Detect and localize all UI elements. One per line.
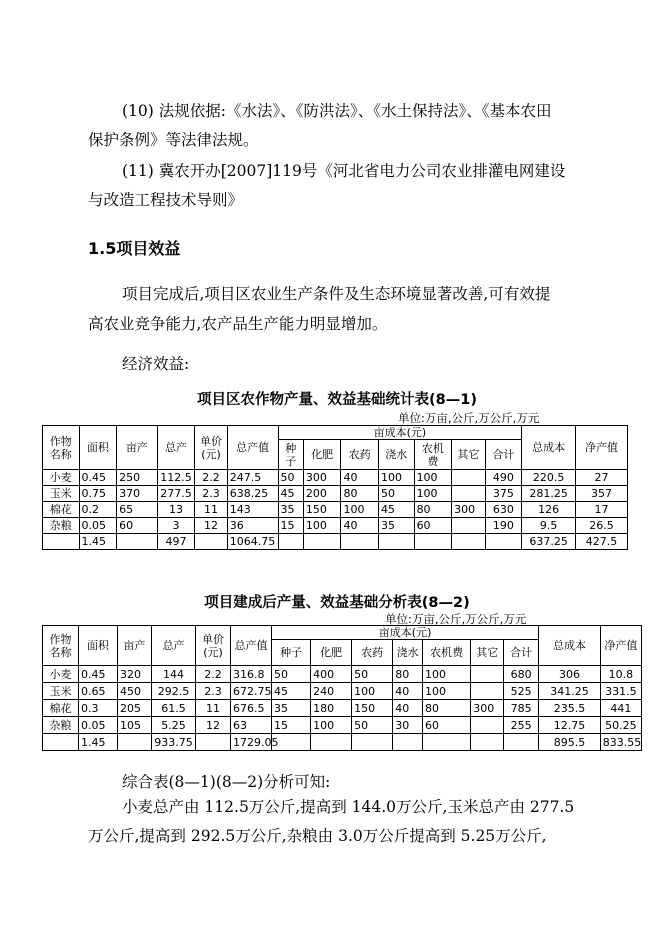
table-cell: 棉花 <box>43 502 80 518</box>
header-crop-name: 作物名称 <box>43 426 80 470</box>
header-total-output: 总产 <box>157 426 195 470</box>
table-cell: 2.3 <box>195 486 227 502</box>
table-cell: 小麦 <box>43 666 79 683</box>
table-cell: 50 <box>352 717 393 734</box>
table-cell <box>311 734 352 751</box>
table-cell: 144 <box>151 666 195 683</box>
table-cell: 11 <box>196 700 231 717</box>
table-cell: 680 <box>504 666 539 683</box>
table-cell: 11 <box>195 502 227 518</box>
table-cell <box>471 717 504 734</box>
header-total-value: 总产值 <box>230 626 271 666</box>
table-cell: 100 <box>303 518 341 534</box>
header-total-cost: 总成本 <box>522 426 576 470</box>
table1-unit: 单位:万亩,公斤,万公斤,万元 <box>398 411 540 425</box>
table-cell: 12.75 <box>539 717 601 734</box>
table-cell: 441 <box>600 700 641 717</box>
table-cell: 180 <box>311 700 352 717</box>
table-cell: 15 <box>272 717 311 734</box>
header-total-cost: 总成本 <box>539 626 601 666</box>
table-cell: 50 <box>352 666 393 683</box>
header-unit-price: 单价(元) <box>195 426 227 470</box>
table-cell: 100 <box>379 470 415 486</box>
table-cell <box>117 734 151 751</box>
table-cell: 26.5 <box>576 518 628 534</box>
header-yield-per-mu: 亩产 <box>117 426 158 470</box>
header-seed: 种子 <box>272 640 311 666</box>
table-cell: 5.25 <box>151 717 195 734</box>
table-cell: 220.5 <box>522 470 576 486</box>
table-cell: 45 <box>278 486 303 502</box>
table-cell: 0.05 <box>78 717 117 734</box>
table-cell: 63 <box>230 717 271 734</box>
table-row <box>43 470 628 486</box>
header-area: 面积 <box>78 626 117 666</box>
table-cell: 45 <box>272 683 311 700</box>
table-cell: 80 <box>341 486 379 502</box>
para-11-line2: 与改造工程技术导则》 <box>88 191 244 209</box>
table-cell: 400 <box>311 666 352 683</box>
header-irrigation: 浇水 <box>393 640 423 666</box>
table-cell: 100 <box>414 470 452 486</box>
table-cell <box>195 534 227 550</box>
header-subtotal: 合计 <box>504 640 539 666</box>
table-cell: 0.75 <box>79 486 117 502</box>
header-other: 其它 <box>471 640 504 666</box>
table-cell: 1.45 <box>79 534 117 550</box>
table-cell: 3 <box>157 518 195 534</box>
table-cell: 玉米 <box>43 683 79 700</box>
table-cell <box>452 518 486 534</box>
table-cell: 316.8 <box>230 666 271 683</box>
table-cell: 105 <box>117 717 151 734</box>
table-cell <box>303 534 341 550</box>
table-cell: 205 <box>117 700 151 717</box>
table-cell: 27 <box>576 470 628 486</box>
table-row <box>43 486 628 502</box>
table-cell: 1729.05 <box>230 734 271 751</box>
table-cell: 255 <box>504 717 539 734</box>
table-cell: 1.45 <box>78 734 117 751</box>
table-cell: 190 <box>485 518 522 534</box>
table-cell: 50 <box>278 470 303 486</box>
table-cell: 12 <box>195 518 227 534</box>
table1 <box>42 425 628 550</box>
header-machinery: 农机费 <box>423 640 471 666</box>
table-cell: 100 <box>311 717 352 734</box>
table2-title: 项目建成后产量、效益基础分析表(8—2) <box>204 595 470 611</box>
header-total-value: 总产值 <box>227 426 278 470</box>
para-11-line1: (11) 冀农开办[2007]119号《河北省电力公司农业排灌电网建设 <box>122 162 566 180</box>
table-cell: 40 <box>393 700 423 717</box>
header-subtotal: 合计 <box>485 440 522 470</box>
section-heading: 1.5项目效益 <box>88 239 181 258</box>
table-row <box>43 700 642 717</box>
table-cell: 10.8 <box>600 666 641 683</box>
header-irrigation: 浇水 <box>379 440 415 470</box>
table-cell: 247.5 <box>227 470 278 486</box>
analysis-line2: 万公斤,提高到 292.5万公斤,杂粮由 3.0万公斤提高到 5.25万公斤, <box>88 827 547 845</box>
table-cell: 357 <box>576 486 628 502</box>
table-cell: 2.2 <box>195 470 227 486</box>
table-cell: 35 <box>379 518 415 534</box>
table-cell: 80 <box>423 700 471 717</box>
table-cell: 341.25 <box>539 683 601 700</box>
table-row <box>43 683 642 700</box>
table-cell: 490 <box>485 470 522 486</box>
table-cell <box>196 734 231 751</box>
table-cell: 100 <box>341 502 379 518</box>
table-cell: 35 <box>272 700 311 717</box>
table-cell: 小麦 <box>43 470 80 486</box>
table-cell: 112.5 <box>157 470 195 486</box>
table-row <box>43 717 642 734</box>
table-cell: 玉米 <box>43 486 80 502</box>
table-cell <box>504 734 539 751</box>
table-cell: 292.5 <box>151 683 195 700</box>
table-cell: 0.65 <box>78 683 117 700</box>
table-cell: 895.5 <box>539 734 601 751</box>
header-fertilizer: 化肥 <box>311 640 352 666</box>
header-net-value: 净产值 <box>576 426 628 470</box>
header-seed: 种子 <box>278 440 303 470</box>
header-total-output: 总产 <box>151 626 195 666</box>
table-cell <box>423 734 471 751</box>
table-cell: 150 <box>303 502 341 518</box>
header-area: 面积 <box>79 426 117 470</box>
table-cell: 637.25 <box>522 534 576 550</box>
total-row <box>43 734 642 751</box>
table-cell: 35 <box>278 502 303 518</box>
table-cell <box>452 534 486 550</box>
table-cell: 250 <box>117 470 158 486</box>
table-cell: 672.75 <box>230 683 271 700</box>
table-cell: 630 <box>485 502 522 518</box>
table-row <box>43 518 628 534</box>
header-net-value: 净产值 <box>600 626 641 666</box>
table-cell: 15 <box>278 518 303 534</box>
table-cell: 300 <box>452 502 486 518</box>
table-cell <box>43 534 80 550</box>
table-cell: 50.25 <box>600 717 641 734</box>
table-cell: 150 <box>352 700 393 717</box>
table-cell: 450 <box>117 683 151 700</box>
table-cell <box>471 666 504 683</box>
table-cell: 306 <box>539 666 601 683</box>
table-cell: 80 <box>414 502 452 518</box>
table-cell <box>452 486 486 502</box>
table-cell: 100 <box>423 683 471 700</box>
table-cell: 281.25 <box>522 486 576 502</box>
header-other: 其它 <box>452 440 486 470</box>
table-cell: 80 <box>393 666 423 683</box>
header-cost-per-mu: 亩成本(元) <box>278 426 522 440</box>
table-cell <box>43 734 79 751</box>
table-cell: 638.25 <box>227 486 278 502</box>
table-cell <box>341 534 379 550</box>
analysis-line1: 小麦总产由 112.5万公斤,提高到 144.0万公斤,玉米总产由 277.5 <box>122 798 575 816</box>
table-cell: 240 <box>311 683 352 700</box>
table-cell: 60 <box>423 717 471 734</box>
table-cell: 50 <box>272 666 311 683</box>
table-row <box>43 502 628 518</box>
benefit-line2: 高农业竞争能力,农产品生产能力明显增加。 <box>88 315 388 333</box>
table-cell: 40 <box>341 470 379 486</box>
table-cell: 2.2 <box>196 666 231 683</box>
header-pesticide: 农药 <box>352 640 393 666</box>
table-cell: 45 <box>379 502 415 518</box>
header-unit-price: 单价(元) <box>196 626 231 666</box>
table-cell: 676.5 <box>230 700 271 717</box>
table-cell: 300 <box>303 470 341 486</box>
table-cell: 100 <box>352 683 393 700</box>
table2 <box>42 625 642 751</box>
benefit-line1: 项目完成后,项目区农业生产条件及生态环境显著改善,可有效提 <box>122 285 551 303</box>
header-machinery: 农机费 <box>414 440 452 470</box>
table-cell: 933.75 <box>151 734 195 751</box>
header-crop-name: 作物名称 <box>43 626 79 666</box>
table-cell: 2.3 <box>196 683 231 700</box>
table-cell: 200 <box>303 486 341 502</box>
table-cell: 0.05 <box>79 518 117 534</box>
table-cell: 12 <box>196 717 231 734</box>
table-cell: 785 <box>504 700 539 717</box>
table-cell <box>393 734 423 751</box>
table-cell <box>278 534 303 550</box>
table-cell <box>414 534 452 550</box>
table-cell: 0.2 <box>79 502 117 518</box>
table-cell: 331.5 <box>600 683 641 700</box>
table-cell <box>471 734 504 751</box>
header-yield-per-mu: 亩产 <box>117 626 151 666</box>
table-cell: 235.5 <box>539 700 601 717</box>
table-cell: 0.45 <box>79 470 117 486</box>
table-cell: 17 <box>576 502 628 518</box>
table-cell <box>117 534 158 550</box>
table-cell: 143 <box>227 502 278 518</box>
table-row <box>43 666 642 683</box>
table-cell: 427.5 <box>576 534 628 550</box>
table-cell: 1064.75 <box>227 534 278 550</box>
header-cost-per-mu: 亩成本(元) <box>272 626 539 640</box>
header-pesticide: 农药 <box>341 440 379 470</box>
economic-benefit-label: 经济效益: <box>122 355 190 373</box>
table-cell: 497 <box>157 534 195 550</box>
table-cell: 100 <box>423 666 471 683</box>
table-cell: 棉花 <box>43 700 79 717</box>
table-cell: 525 <box>504 683 539 700</box>
table-cell: 126 <box>522 502 576 518</box>
table-cell: 9.5 <box>522 518 576 534</box>
table-cell <box>485 534 522 550</box>
table-cell: 61.5 <box>151 700 195 717</box>
table-cell: 杂粮 <box>43 717 79 734</box>
table-cell: 13 <box>157 502 195 518</box>
table-cell: 50 <box>379 486 415 502</box>
table-cell: 65 <box>117 502 158 518</box>
table-cell: 833.55 <box>600 734 641 751</box>
table-cell: 0.45 <box>78 666 117 683</box>
table-cell: 60 <box>117 518 158 534</box>
table-cell: 277.5 <box>157 486 195 502</box>
table-cell: 370 <box>117 486 158 502</box>
table1-title: 项目区农作物产量、效益基础统计表(8—1) <box>197 392 477 408</box>
table-cell: 40 <box>341 518 379 534</box>
table-cell <box>352 734 393 751</box>
table-cell: 0.3 <box>78 700 117 717</box>
total-row <box>43 534 628 550</box>
para-10-line1: (10) 法规依据:《水法》、《防洪法》、《水土保持法》、《基本农田 <box>122 102 552 120</box>
table-cell: 60 <box>414 518 452 534</box>
para-10-line2: 保护条例》等法律法规。 <box>88 131 259 149</box>
table-cell: 300 <box>471 700 504 717</box>
table-cell <box>452 470 486 486</box>
table-cell <box>379 534 415 550</box>
table-cell: 100 <box>414 486 452 502</box>
table-cell: 杂粮 <box>43 518 80 534</box>
table-cell: 36 <box>227 518 278 534</box>
analysis-intro: 综合表(8—1)(8—2)分析可知: <box>122 773 331 791</box>
table-cell: 375 <box>485 486 522 502</box>
table-cell: 320 <box>117 666 151 683</box>
table-cell: 40 <box>393 683 423 700</box>
table-cell: 30 <box>393 717 423 734</box>
table-cell <box>471 683 504 700</box>
header-fertilizer: 化肥 <box>303 440 341 470</box>
table2-unit: 单位:万亩,公斤,万公斤,万元 <box>385 612 527 626</box>
